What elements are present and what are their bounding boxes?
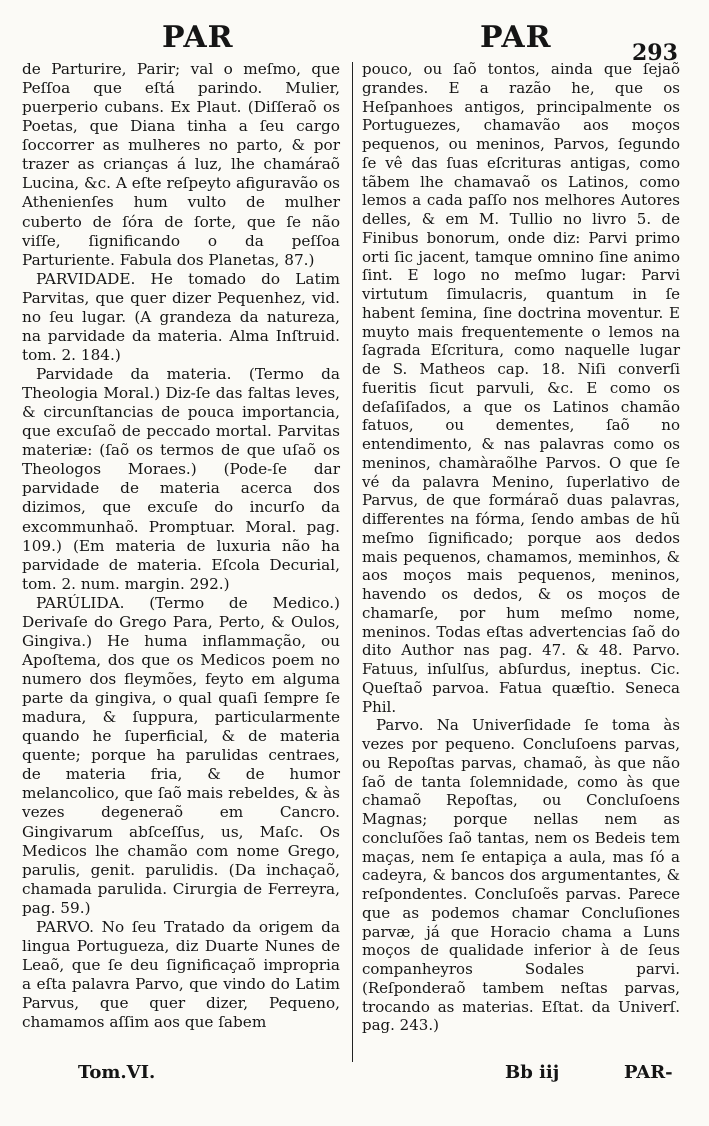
- entry-parulida: PARÚLIDA. (Termo de Medico.) Derivaſe do Grego Para, Perto, & Oulos, Gingiva.) He huma inflammação, ou Apoſtema, dos que os Medicos poem no numero dos fleymões, feyto em alguma parte da gingiva, o qual quaſi ſempre ſe madura, & ſuppura, particularmente quando he ſuperficial, & de materia quente; porque ha parulidas centraes, de materia fria, & de humor melancolico, que ſaõ mais rebeldes, & às vezes degeneraõ em Cancro. Gingivarum abſceſſus, us, Maſc. Os Medicos lhe chamão com nome Grego, parulis, genit. parulidis. (Da inchaçaõ, chamada parulida. Cirurgia de Ferreyra, pag. 59.): [22, 593, 340, 917]
- entry-parvo-universidade: Parvo. Na Univerſidade ſe toma às vezes por pequeno. Concluſoens parvas, ou Repoſtas parvas, chamaõ, às que não ſaõ de tanta ſolemnidade, como às que chamaõ Repoſtas, ou Concluſoens Magnas; porque nellas nem as concluſões ſaõ tantas, nem os Bedeis tem maças, nem ſe entapiça a aula, mas ſó a cadeyra, & bancos dos argumentantes, & reſpondentes. Concluſoẽs parvas. Parece que as podemos chamar Concluſiones parvæ, já que Horacio chama a Luns moços de qualidade inferior à de ſeus companheyros Sodales parvi. (Reſponderaõ tambem neſtas parvas, trocando as materias. Eſtat. da Univerſ. pag. 243.): [362, 716, 680, 1035]
- catchword: PAR-: [624, 1062, 673, 1083]
- paragraph-parturire-continued: de Parturire, Parir; val o meſmo, que Peſſoa que eſtá parindo. Mulier, puerperio cubans. Ex Plaut. (Diſſeraõ os Poetas, que Diana tinha a ſeu cargo ſoccorrer as mulheres no parto, & por trazer as crianças á luz, lhe chamáraõ Lucina, &c. A eſte reſpeyto afiguravão os Athenienſes hum vulto de mulher cuberto de ſóra de ſorte, que ſe não viſſe, ſignificando o da peſſoa Parturiente. Fabula dos Planetas, 87.): [22, 60, 340, 269]
- entry-parvidade: PARVIDADE. He tomado do Latim Parvitas, que quer dizer Pequenhez, vid. no ſeu lugar. (A grandeza da natureza, na parvidade da materia. Alma Inſtruid. tom. 2. 184.): [22, 269, 340, 364]
- left-column: [22, 60, 340, 1032]
- signature-right: Bb iij: [505, 1062, 560, 1083]
- left-running-head: PAR: [162, 20, 234, 55]
- entry-parvidade-da-materia: Parvidade da materia. (Termo da Theologia Moral.) Diz-ſe das faltas leves, & circunſtancias de pouca importancia, que excuſaõ de peccado mortal. Parvitas materiæ: (ſaõ os termos de que uſaõ os Theologos Moraes.) (Pode-ſe dar parvidade de materia acerca dos dizimos, que excuſe do incurſo da excommunhaõ. Promptuar. Moral. pag. 109.) (Em materia de luxuria não ha parvidade de materia. Eſcola Decurial, tom. 2. num. margin. 292.): [22, 365, 340, 593]
- right-running-head: PAR: [480, 20, 552, 55]
- entry-parvo: PARVO. No ſeu Tratado da origem da lingua Portugueza, diz Duarte Nunes de Leaõ, que ſe deu ſignificaçaõ impropria a eſta palavra Parvo, que vindo do Latim Parvus, que quer dizer, Pequeno, chamamos aſſim aos que ſabem: [22, 917, 340, 1032]
- signature-left: Tom.VI.: [78, 1062, 156, 1083]
- paragraph-parvo-continued: pouco, ou ſaõ tontos, ainda que ſejaõ grandes. E a razão he, que os Heſpanhoes antigos, principalmente os Portuguezes, chamavão aos moços pequenos, ou meninos, Parvos, ſegundo ſe vê das ſuas eſcrituras antigas, como tãbem lhe chamavaõ os Latinos, como lemos a cada paſſo nos melhores Autores delles, & em M. Tullio no livro 5. de Finibus bonorum, onde diz: Parvi primo orti ſic jacent, tamque omnino ſine animo ſint. E logo no meſmo lugar: Parvi virtutum ſimulacris, quantum in ſe habent ſemina, ſine doctrina moventur. E muyto mais frequentemente o lemos na ſagrada Eſcritura, como naquelle lugar de S. Matheos cap. 18. Niſi converſi fueritis ſicut parvuli, &c. E como os deſaſiſados, a que os Latinos chamão fatuos, ou dementes, ſaõ no entendimento, & nas palavras como os meninos, chamàraõlhe Parvos. O que ſe vé da palavra Menino, ſuperlativo de Parvus, de que formáraõ duas palavras, differentes na fórma, ſendo ambas de hũ meſmo ſignificado; porque aos dedos mais pequenos, chamamos, meminhos, & aos moços mais pequenos, meninos, havendo os dedos, & os moços de chamarſe, por hum meſmo nome, meninos. Todas eſtas advertencias ſaõ do dito Author nas pag. 47. & 48. Parvo. Fatuus, inſulſus, abſurdus, ineptus. Cic. Queſtaõ parvoa. Fatua quæſtio. Seneca Phil.: [362, 60, 680, 716]
- column-divider: [352, 62, 353, 1062]
- right-column: [362, 60, 680, 1035]
- page-number: 293: [632, 40, 678, 66]
